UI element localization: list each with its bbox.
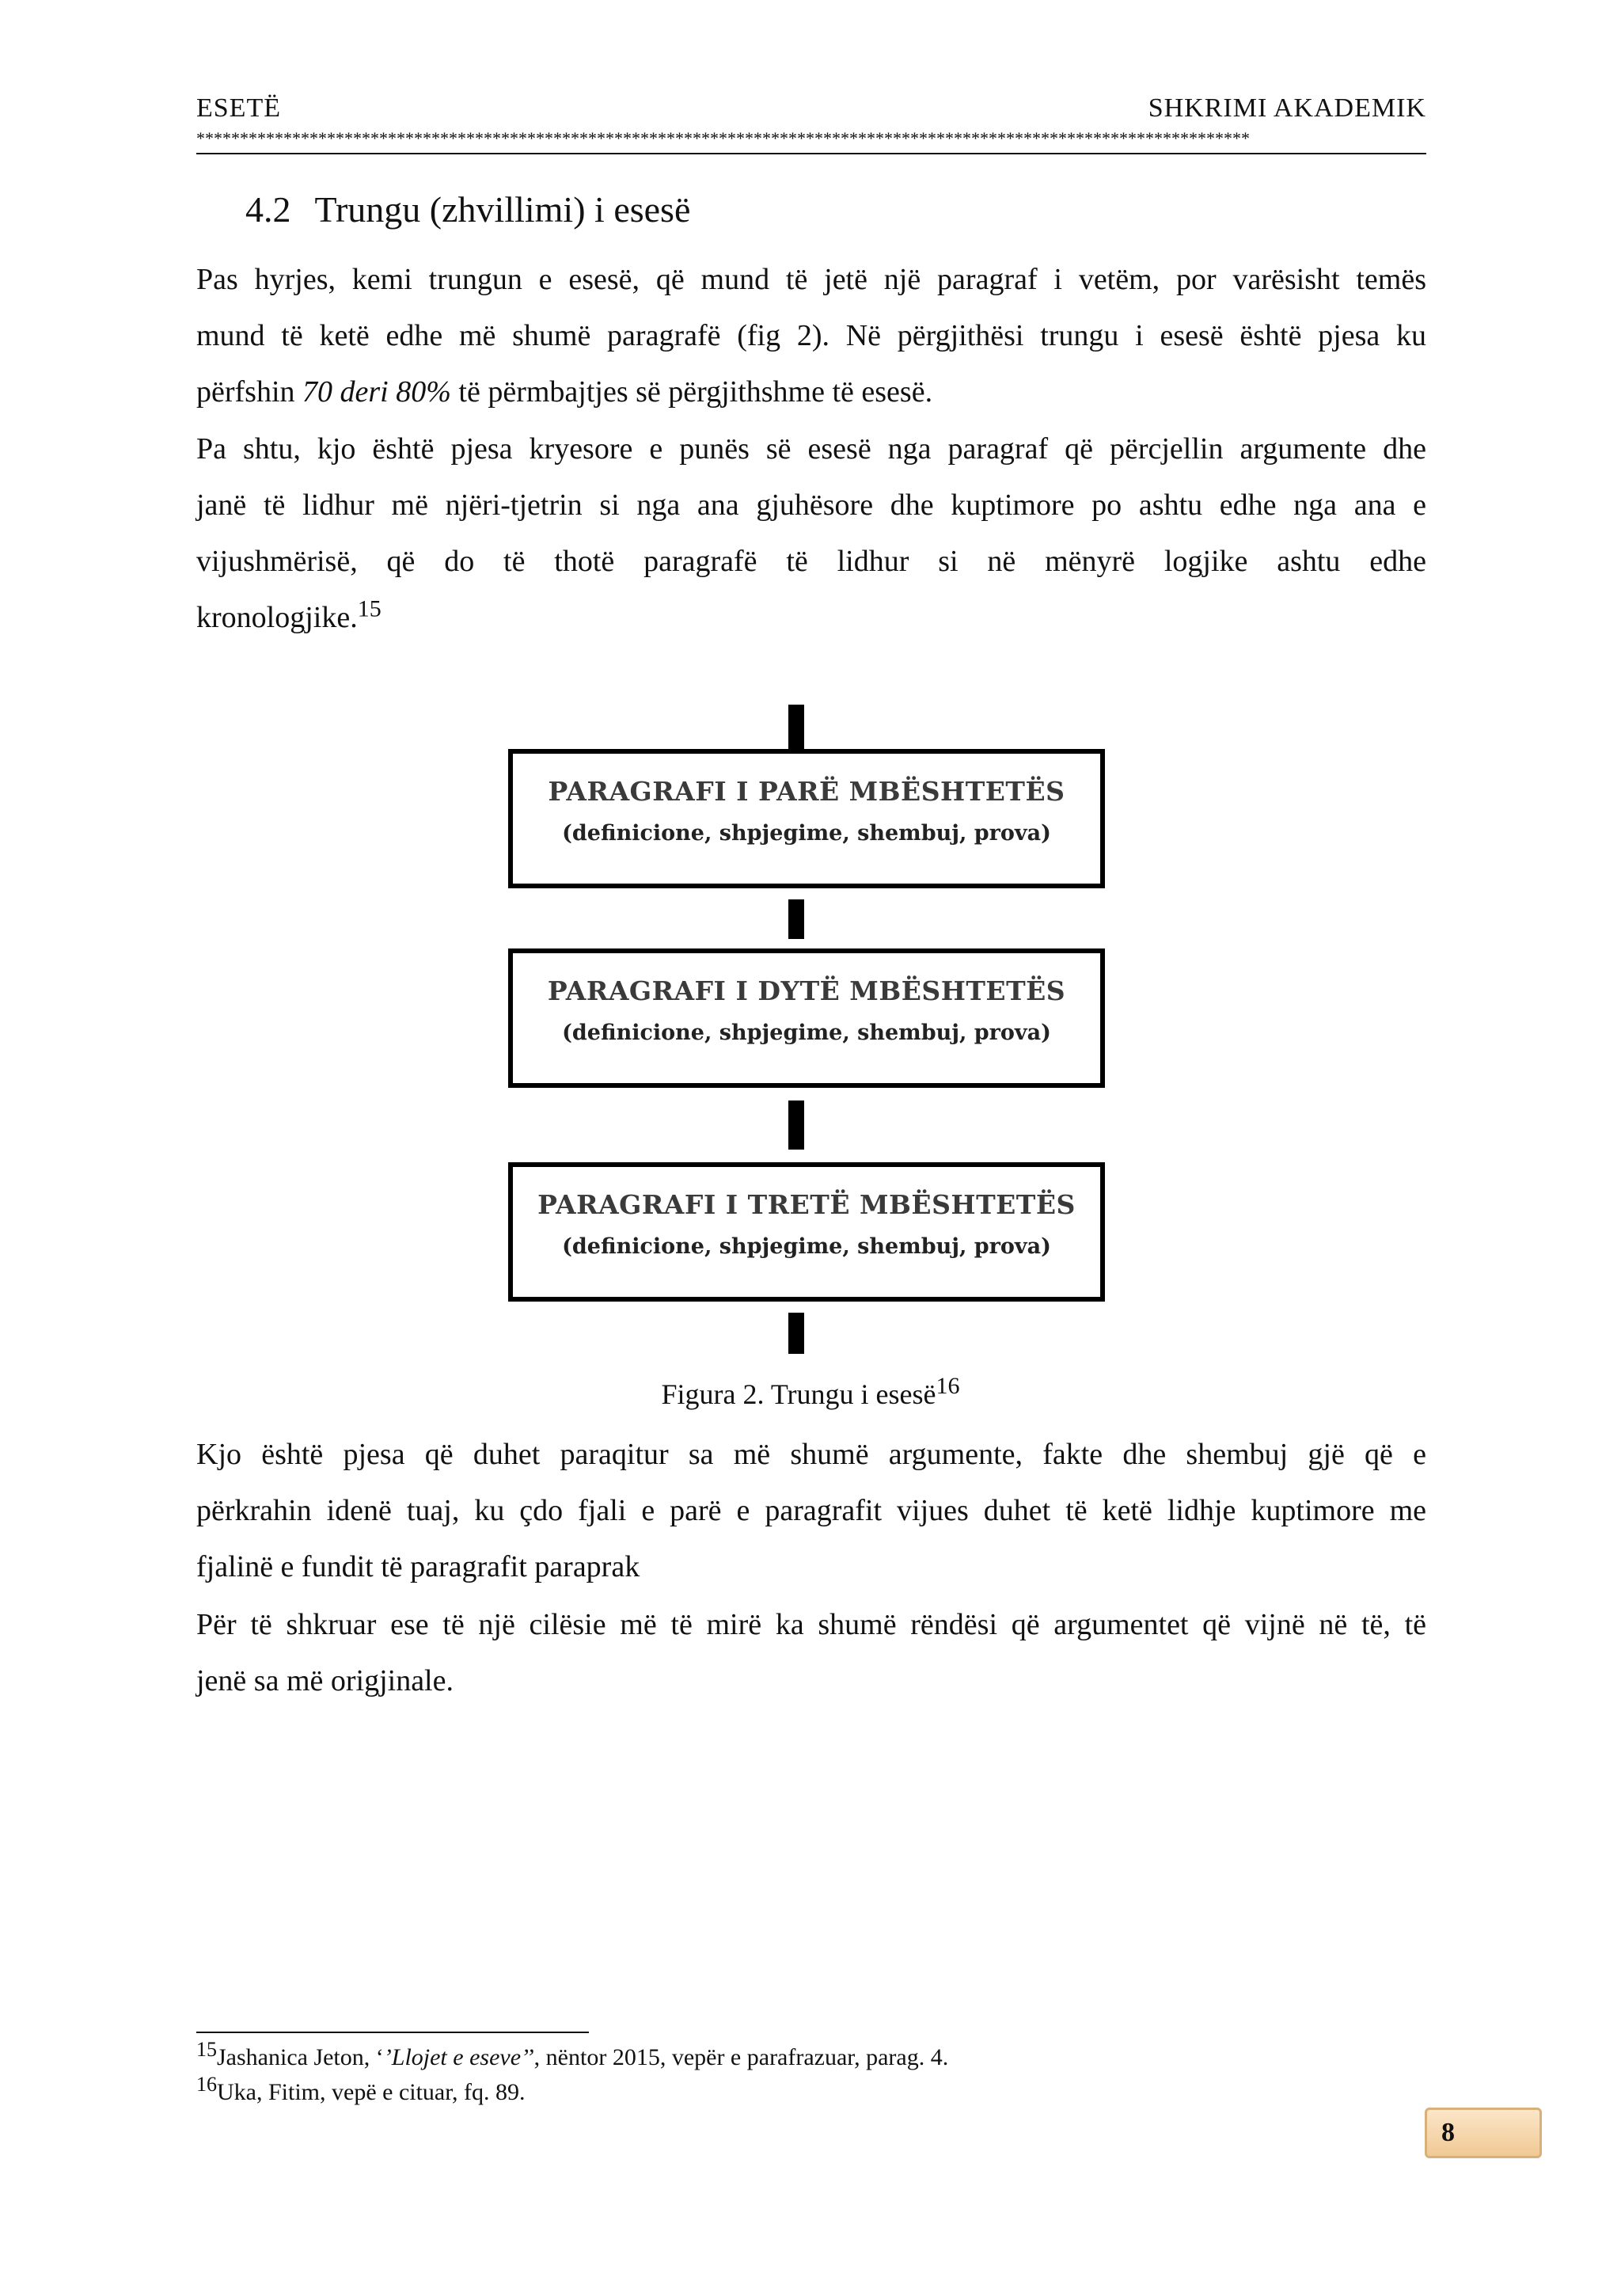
text-run: përfshin [196, 375, 303, 409]
box-title: PARAGRAFI I DYTË MBËSHTETËS [547, 975, 1066, 1006]
figure-caption [0, 1373, 1621, 1411]
italic-text: ’Llojet e eseve’’ [383, 2044, 534, 2070]
paragraph-line [196, 364, 1426, 420]
paragraph-line: vijushmërisë, që do të thotë paragrafë të lidhur si në mënyrë logjike ashtu edhe [196, 545, 1426, 578]
box-subtitle: (definicione, shpjegime, shembuj, prova) [562, 1234, 1051, 1259]
footnote-ref[interactable]: 15 [357, 595, 382, 622]
paragraph-line: jenë sa më origjinale. [196, 1664, 454, 1697]
paragraph-line: janë të lidhur më njëri-tjetrin si nga ana gjuhësore dhe kuptimore po ashtu edhe nga ana e [196, 488, 1426, 522]
section-heading: Trungu (zhvillimi) i esesë [314, 189, 691, 230]
connector-line [788, 1100, 804, 1150]
paragraph-line: Për të shkruar ese të një cilësie më të mirë ka shumë rëndësi që argumentet që vijnë në të, të [196, 1608, 1426, 1641]
footnote-15 [196, 2038, 949, 2071]
header-left: ESETË [196, 93, 281, 123]
figure-trunk-diagram [491, 705, 1124, 1354]
paragraph-1 [196, 252, 1426, 420]
paragraph-2 [196, 421, 1426, 646]
connector-line [788, 705, 804, 751]
connector-line [788, 1313, 804, 1354]
paragraph-3 [196, 1427, 1426, 1595]
paragraph-4 [196, 1597, 1426, 1709]
diagram-box-third [508, 1162, 1105, 1302]
section-title [245, 188, 690, 230]
box-subtitle: (definicione, shpjegime, shembuj, prova) [562, 821, 1051, 846]
box-title: PARAGRAFI I TRETË MBËSHTETËS [537, 1189, 1076, 1220]
page-number-badge [1425, 2108, 1542, 2158]
text-run: , nëntor 2015, vepër e parafrazuar, parag. 4. [533, 2044, 949, 2070]
text-run: Jashanica Jeton, ‘ [217, 2044, 384, 2070]
footnote-ref[interactable]: 16 [936, 1373, 960, 1399]
diagram-box-second [508, 948, 1105, 1088]
paragraph-line [196, 590, 1426, 646]
footnote-number: 15 [196, 2038, 217, 2061]
header-rule [196, 153, 1426, 154]
footnote-16 [196, 2073, 526, 2106]
footnote-number: 16 [196, 2073, 217, 2096]
paragraph-line: Pas hyrjes, kemi trungun e esesë, që mund të jetë një paragraf i vetëm, por varësisht temës [196, 263, 1426, 296]
text-run: të përmbajtjes së përgjithshme të esesë. [450, 375, 933, 409]
paragraph-line: Pa shtu, kjo është pjesa kryesore e punës së esesë nga paragraf që përcjellin argumente dhe [196, 432, 1426, 466]
text-run: kronologjike. [196, 601, 358, 634]
paragraph-line: përkrahin idenë tuaj, ku çdo fjali e parë e paragrafit vijues duhet të ketë lidhje kuptimore me [196, 1494, 1426, 1527]
box-subtitle: (definicione, shpjegime, shembuj, prova) [562, 1021, 1051, 1045]
box-title: PARAGRAFI I PARË MBËSHTETËS [548, 776, 1065, 807]
page-number: 8 [1441, 2118, 1455, 2147]
paragraph-line: mund të ketë edhe më shumë paragrafë (fig 2). Në përgjithësi trungu i esesë është pjesa ku [196, 319, 1426, 352]
italic-text: 70 deri 80% [302, 375, 451, 409]
caption-text: Figura 2. Trungu i esesë [661, 1378, 936, 1410]
diagram-box-first [508, 749, 1105, 888]
section-number: 4.2 [245, 189, 291, 230]
footnote-separator [196, 2032, 589, 2033]
paragraph-line: Kjo është pjesa që duhet paraqitur sa më shumë argumente, fakte dhe shembuj gjë që e [196, 1438, 1426, 1471]
text-run: Uka, Fitim, vepë e cituar, fq. 89. [217, 2079, 526, 2105]
connector-line [788, 899, 804, 939]
header-stars: ************************************************************************************************************************* [196, 128, 1250, 148]
header-right: SHKRIMI AKADEMIK [1148, 93, 1426, 123]
paragraph-line: fjalinë e fundit të paragrafit paraprak [196, 1550, 640, 1583]
